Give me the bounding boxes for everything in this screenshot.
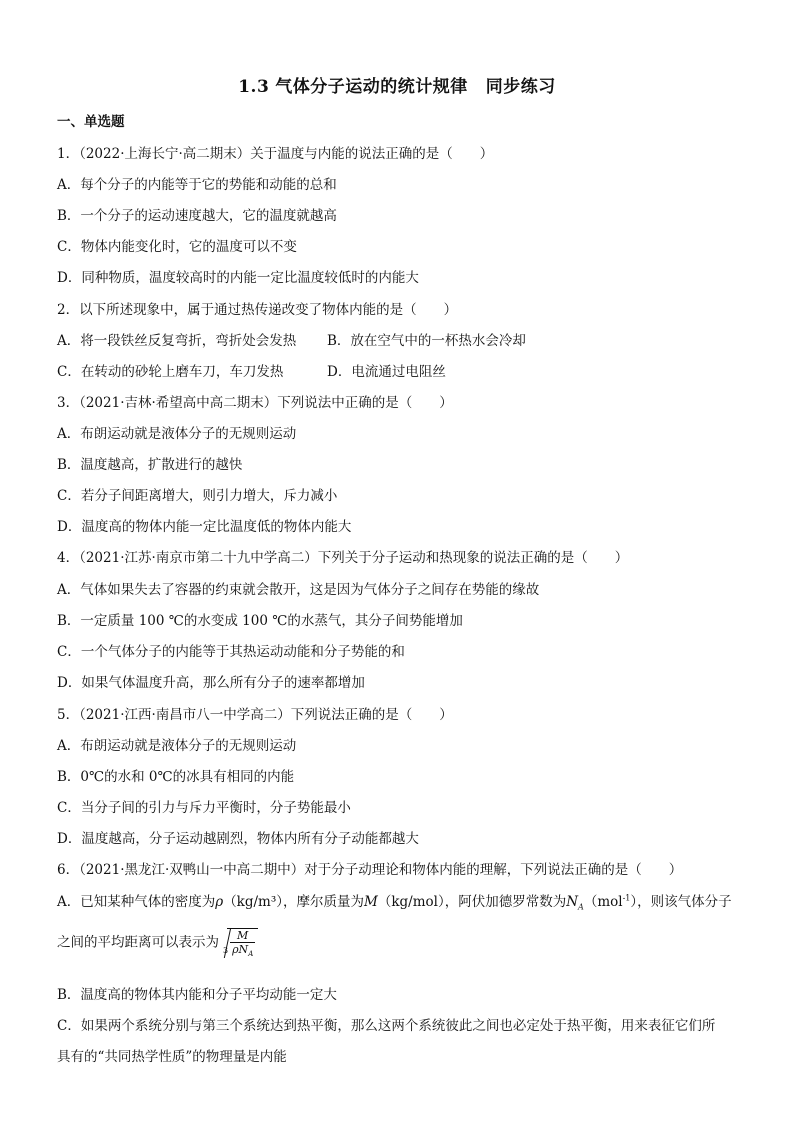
avogadro-symbol xyxy=(566,894,584,910)
radical xyxy=(227,928,258,958)
question-6-option-b: B．温度高的物体其内能和分子平均动能一定大 xyxy=(57,987,337,1003)
question-6-stem: 6．（2021·黑龙江·双鸭山一中高二期中）对于分子动理论和物体内能的理解，下列说法正确的是（ ） xyxy=(57,862,683,878)
fraction-denominator xyxy=(230,943,255,958)
q6-a-text-2: （kg/m³），摩尔质量为 xyxy=(223,894,365,910)
question-5-option-b: B．0℃的水和 0℃的冰具有相同的内能 xyxy=(57,769,295,785)
root-index: 3 xyxy=(223,945,229,955)
question-5-option-c: C．当分子间的引力与斥力平衡时，分子势能最小 xyxy=(57,800,351,816)
page-title xyxy=(0,72,794,97)
question-2-options-row-2 xyxy=(57,360,446,380)
title-suffix: 同步练习 xyxy=(485,77,556,97)
fraction xyxy=(230,929,255,958)
denominator-text: ρN xyxy=(232,943,249,956)
molar-mass-symbol: M xyxy=(364,894,378,910)
question-6-option-a-line-1 xyxy=(57,890,732,912)
section-heading: 一、单选题 xyxy=(57,114,125,130)
question-1-option-b: B．一个分子的运动速度越大，它的温度就越高 xyxy=(57,208,337,224)
question-1-option-c: C．物体内能变化时，它的温度可以不变 xyxy=(57,239,297,255)
question-1-stem: 1．（2022·上海长宁·高二期末）关于温度与内能的说法正确的是（ ） xyxy=(57,146,494,162)
question-2-stem: 2．以下所述现象中，属于通过热传递改变了物体内能的是（ ） xyxy=(57,302,458,318)
question-4-option-a: A．气体如果失去了容器的约束就会散开，这是因为气体分子之间存在势能的缘故 xyxy=(57,582,540,598)
question-3-option-b: B．温度越高，扩散进行的越快 xyxy=(57,457,243,473)
q6-a-text-3: （kg/mol），阿伏加德罗常数为 xyxy=(377,894,567,910)
question-1-option-a: A．每个分子的内能等于它的势能和动能的总和 xyxy=(57,177,337,193)
question-3-option-a: A．布朗运动就是液体分子的无规则运动 xyxy=(57,426,297,442)
q6-a-sup: -1 xyxy=(622,893,631,903)
question-4-stem: 4．（2021·江苏·南京市第二十九中学高二）下列关于分子运动和热现象的说法正确的是（ ） xyxy=(57,550,629,566)
q6-a-line2-text: 之间的平均距离可以表示为 xyxy=(57,934,219,951)
question-3-option-d: D．温度高的物体内能一定比温度低的物体内能大 xyxy=(57,519,352,535)
question-2-option-b: B．放在空气中的一杯热水会冷却 xyxy=(327,333,526,349)
question-6-option-c-line-2: 具有的“共同热学性质”的物理量是内能 xyxy=(57,1049,287,1065)
q6-a-text-4: （mol xyxy=(583,894,623,910)
question-6-option-a-line-2 xyxy=(57,928,258,958)
avogadro-sub: A xyxy=(578,902,584,912)
question-4-option-b: B．一定质量 100 ℃的水变成 100 ℃的水蒸气，其分子间势能增加 xyxy=(57,613,463,629)
question-3-stem: 3．（2021·吉林·希望高中高二期末）下列说法中正确的是（ ） xyxy=(57,395,453,411)
question-2-option-c: C．在转动的砂轮上磨车刀，车刀发热 xyxy=(57,364,284,380)
rho-symbol: ρ xyxy=(215,894,224,910)
q6-a-text-1: A．已知某种气体的密度为 xyxy=(57,894,216,910)
cube-root-formula xyxy=(223,928,258,958)
question-1-option-d: D．同种物质，温度较高时的内能一定比温度较低时的内能大 xyxy=(57,270,419,286)
denominator-sub: A xyxy=(248,950,254,959)
question-5-option-a: A．布朗运动就是液体分子的无规则运动 xyxy=(57,738,297,754)
question-3-option-c: C．若分子间距离增大，则引力增大，斥力减小 xyxy=(57,488,338,504)
question-4-option-d: D．如果气体温度升高，那么所有分子的速率都增加 xyxy=(57,675,365,691)
question-5-option-d: D．温度越高，分子运动越剧烈，物体内所有分子动能都越大 xyxy=(57,831,419,847)
q6-a-text-5: ），则该气体分子 xyxy=(630,894,732,910)
question-4-option-c: C．一个气体分子的内能等于其热运动动能和分子势能的和 xyxy=(57,644,405,660)
title-main: 气体分子运动的统计规律 xyxy=(275,77,468,97)
question-2-options-row-1 xyxy=(57,329,526,349)
question-5-stem: 5．（2021·江西·南昌市八一中学高二）下列说法正确的是（ ） xyxy=(57,707,453,723)
question-2-option-d: D．电流通过电阻丝 xyxy=(327,364,446,380)
question-2-option-a: A．将一段铁丝反复弯折，弯折处会发热 xyxy=(57,333,297,349)
fraction-numerator: M xyxy=(230,929,255,943)
title-number: 1.3 xyxy=(238,77,270,97)
avogadro-n: N xyxy=(566,894,579,910)
question-6-option-c-line-1: C．如果两个系统分别与第三个系统达到热平衡，那么这两个系统彼此之间也必定处于热平衡，用来表征它们所 xyxy=(57,1018,716,1034)
